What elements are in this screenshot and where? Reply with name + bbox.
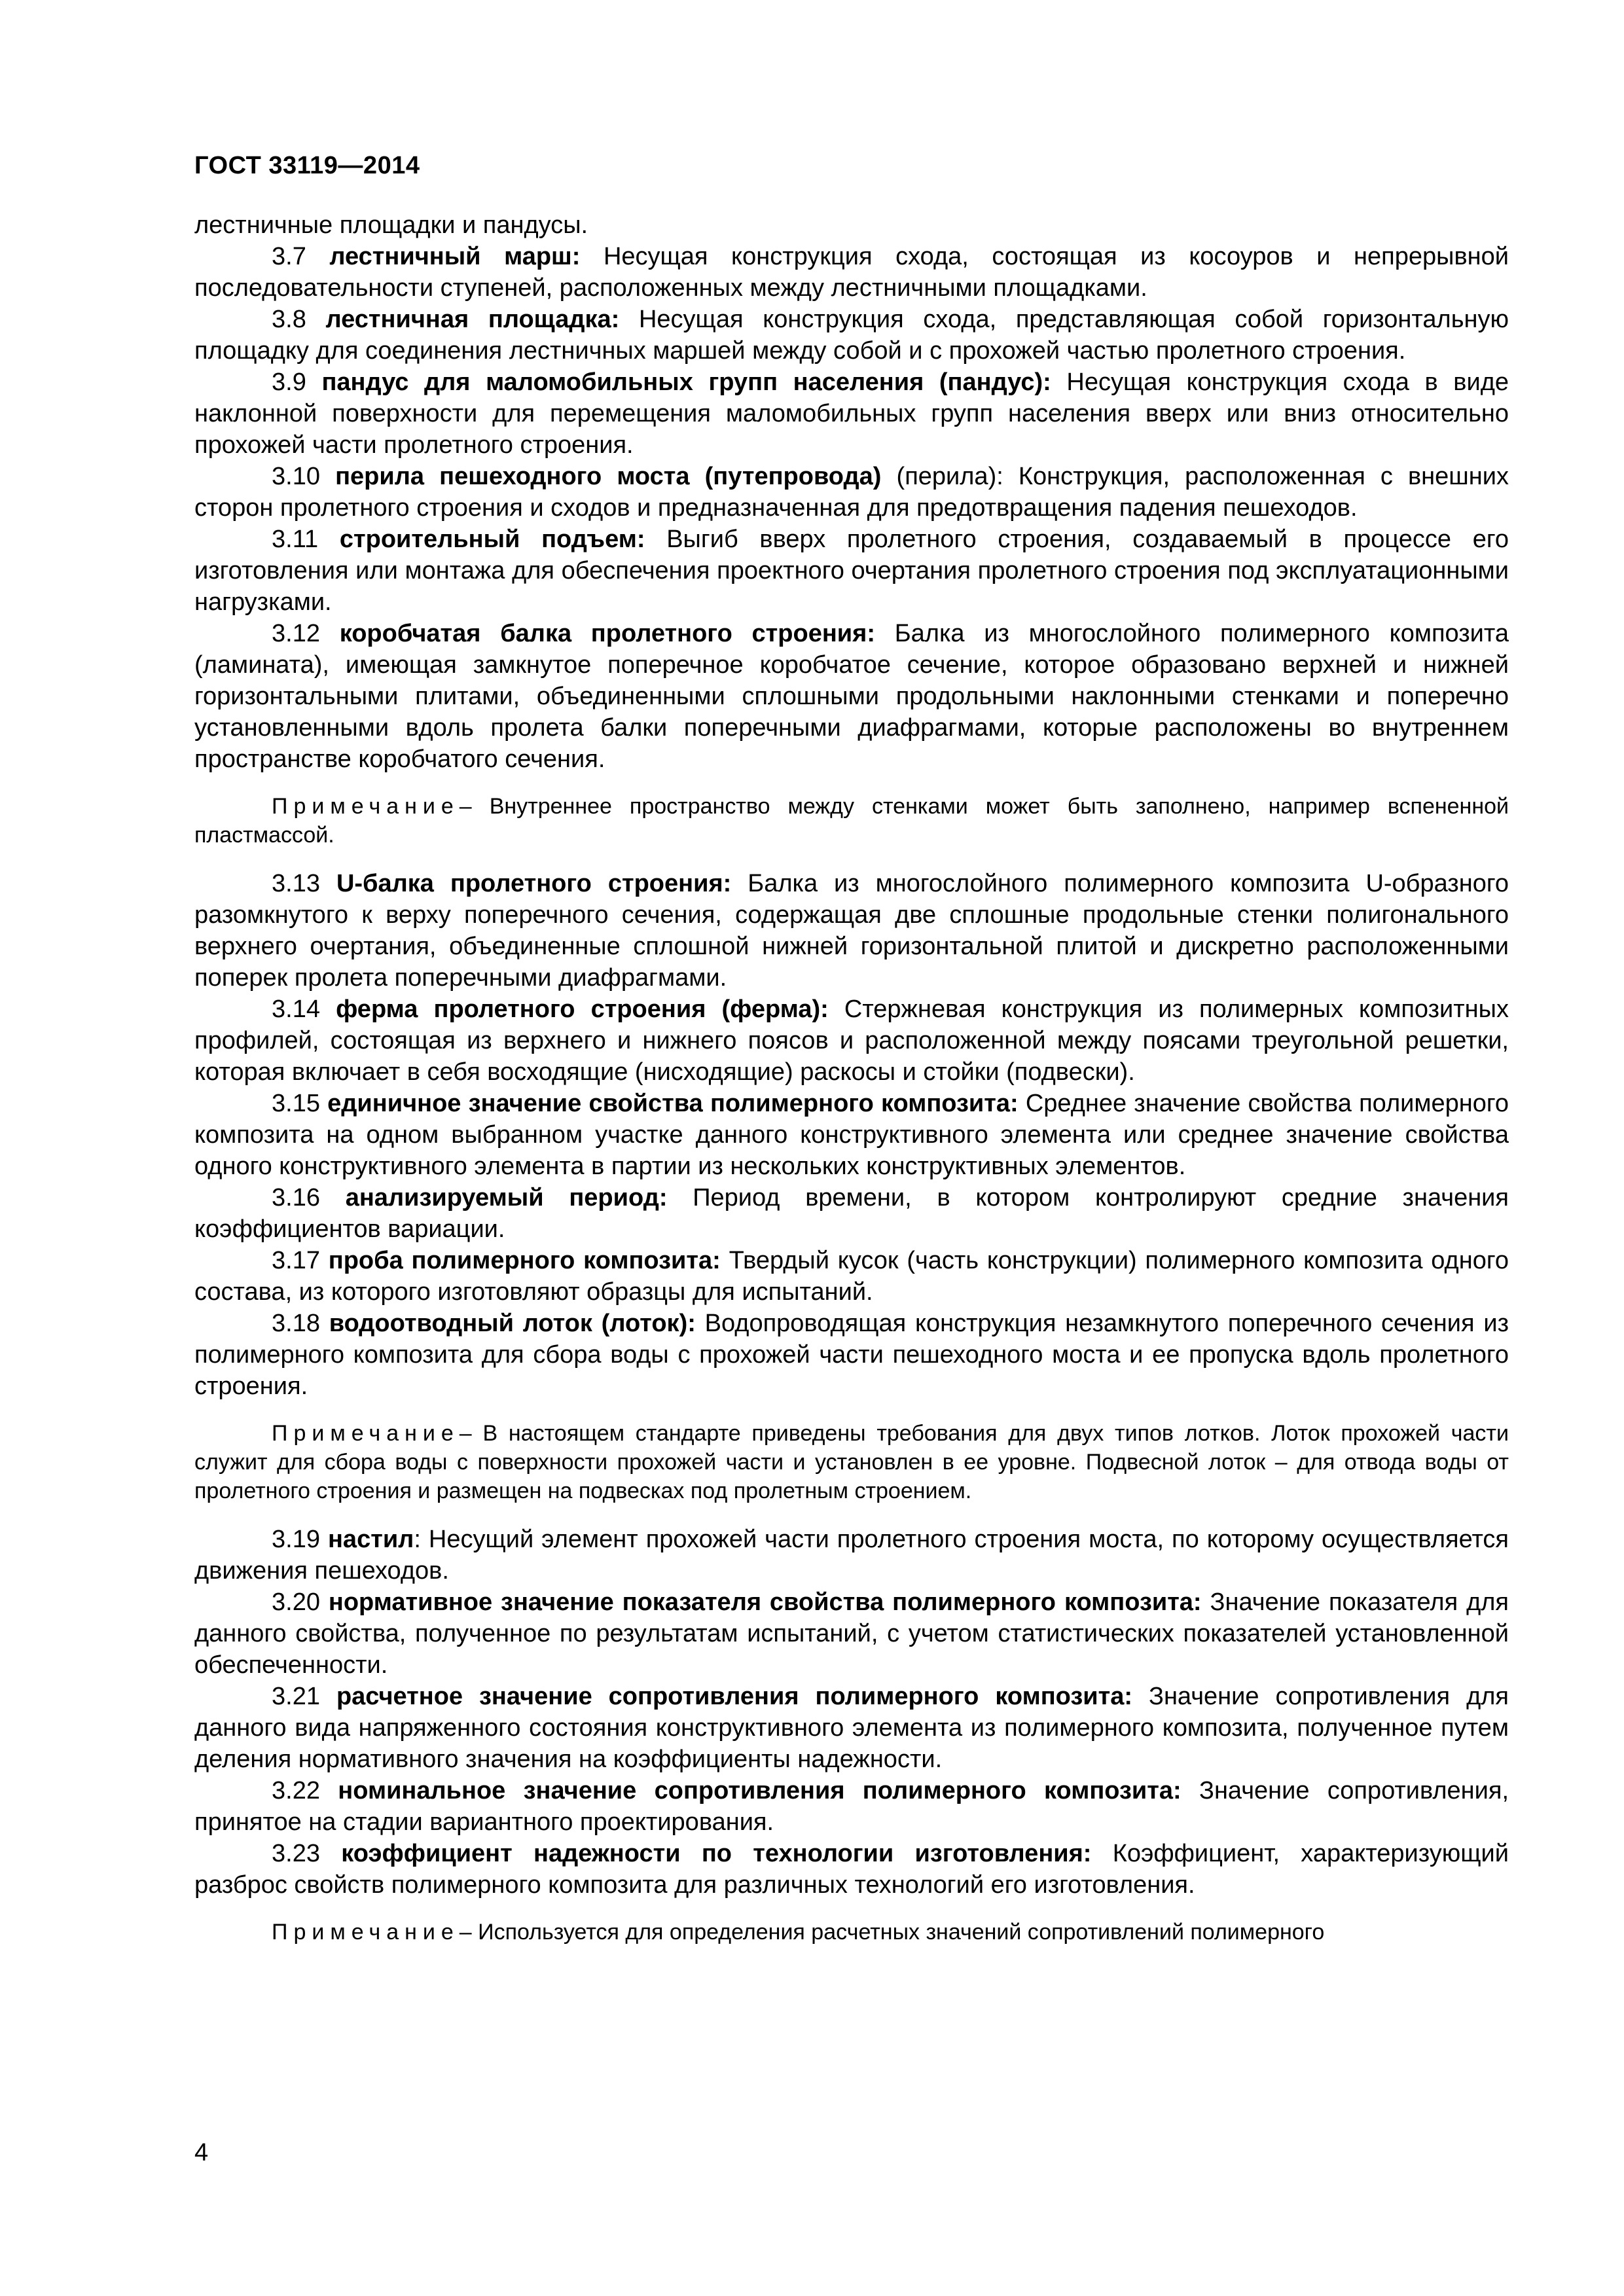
term-title: лестничная площадка: — [325, 306, 620, 333]
term-title: единичное значение свойства полимерного композита: — [327, 1090, 1019, 1117]
term-3-12 — [194, 618, 1509, 775]
document-header: ГОСТ 33119—2014 — [194, 152, 420, 179]
term-number: 3.13 — [272, 870, 320, 897]
term-title: лестничный марш: — [329, 243, 581, 270]
term-definition: : Несущий элемент прохожей части пролетного строения моста, по которому осуществляется движения пешеходов. — [194, 1526, 1509, 1585]
intro-fragment: лестничные площадки и пандусы. — [194, 211, 588, 239]
term-title: ферма пролетного строения (ферма): — [336, 996, 829, 1023]
term-title: строительный подъем: — [339, 526, 645, 553]
document-body — [194, 209, 1509, 1965]
term-number: 3.9 — [272, 368, 306, 396]
term-title: нормативное значение показателя свойства полимерного композита: — [328, 1588, 1202, 1616]
term-number: 3.23 — [272, 1840, 320, 1867]
term-definition: Период времени, в котором контролируют средние значения коэффициентов вариации. — [194, 1184, 1509, 1243]
note-text: – Используется для определения расчетных значений сопротивлений полимерного — [459, 1920, 1325, 1945]
term-definition: (перила): Конструкция, расположенная с внешних сторон пролетного строения и сходов и предназначенная для предотвращения падения пешеходов. — [194, 463, 1509, 522]
term-number: 3.19 — [272, 1526, 320, 1553]
term-title: расчетное значение сопротивления полимерного композита: — [336, 1683, 1133, 1710]
term-definition: Твердый кусок (часть конструкции) полимерного композита одного состава, из которого изготовляют образцы для испытаний. — [194, 1247, 1509, 1306]
term-number: 3.15 — [272, 1090, 320, 1117]
note-text: – Внутреннее пространство между стенками может быть заполнено, например вспененной пластмассой. — [194, 794, 1509, 848]
term-3-15 — [194, 1088, 1509, 1182]
term-definition: Выгиб вверх пролетного строения, создаваемый в процессе его изготовления или монтажа для обеспечения проектного очертания пролетного строения под эксплуатационными нагрузками. — [194, 526, 1509, 616]
term-3-14 — [194, 994, 1509, 1088]
term-number: 3.10 — [272, 463, 320, 490]
note-text: – В настоящем стандарте приведены требования для двух типов лотков. Лоток прохожей части служит для сбора воды с поверхности прохожей части и установлен в ее уровне. Подвесной лоток – для отвода воды от пролетного строения и размещен на подвесках под пролетным строением. — [194, 1421, 1509, 1503]
term-3-23 — [194, 1838, 1509, 1901]
term-title: водоотводный лоток (лоток): — [329, 1310, 696, 1337]
term-definition: Стержневая конструкция из полимерных композитных профилей, состоящая из верхнего и нижнего поясов и расположенной между поясами треугольной решетки, которая включает в себя восходящие (нисходящие) раскосы и стойки (подвески). — [194, 996, 1509, 1086]
term-title: номинальное значение сопротивления полимерного композита: — [338, 1777, 1182, 1804]
term-title: U-балка пролетного строения: — [336, 870, 732, 897]
term-number: 3.8 — [272, 306, 306, 333]
term-number: 3.7 — [272, 243, 306, 270]
term-3-18 — [194, 1308, 1509, 1402]
term-number: 3.11 — [272, 526, 319, 553]
term-definition: Водопроводящая конструкция незамкнутого поперечного сечения из полимерного композита для сбора воды с прохожей части пешеходного моста и ее пропуска вдоль пролетного строения. — [194, 1310, 1509, 1400]
term-3-10 — [194, 461, 1509, 524]
term-title: перила пешеходного моста (путепровода) — [335, 463, 882, 490]
term-title: анализируемый период: — [345, 1184, 668, 1211]
term-number: 3.12 — [272, 620, 320, 647]
term-title: коробчатая балка пролетного строения: — [339, 620, 875, 647]
page-number: 4 — [194, 2139, 209, 2166]
term-title: пандус для маломобильных групп населения (пандус): — [321, 368, 1051, 396]
term-3-8 — [194, 304, 1509, 367]
term-number: 3.17 — [272, 1247, 320, 1274]
term-title: коэффициент надежности по технологии изготовления: — [341, 1840, 1092, 1867]
note-label: Примечание — [272, 794, 460, 819]
note-3 — [194, 1918, 1509, 1946]
term-number: 3.18 — [272, 1310, 320, 1337]
term-number: 3.16 — [272, 1184, 320, 1211]
note-label: Примечание — [272, 1920, 460, 1945]
term-3-20 — [194, 1587, 1509, 1681]
term-definition: Несущая конструкция схода, представляющая собой горизонтальную площадку для соединения лестничных маршей между собой и с прохожей частью пролетного строения. — [194, 306, 1509, 365]
term-definition: Несущая конструкция схода в виде наклонной поверхности для перемещения маломобильных групп населения вверх или вниз относительно прохожей части пролетного строения. — [194, 368, 1509, 459]
note-1 — [194, 792, 1509, 850]
term-definition: Коэффициент, характеризующий разброс свойств полимерного композита для различных технологий его изготовления. — [194, 1840, 1509, 1899]
term-number: 3.20 — [272, 1588, 320, 1616]
term-3-11 — [194, 524, 1509, 618]
term-definition: Балка из многослойного полимерного композита (ламината), имеющая замкнутое поперечное коробчатое сечение, которое образовано верхней и нижней горизонтальными плитами, объединенными сплошными продольными наклонными стенками и поперечно установленными вдоль пролета балки поперечными диафрагмами, которые расположены во внутреннем пространстве коробчатого сечения. — [194, 620, 1509, 773]
note-2 — [194, 1419, 1509, 1505]
term-number: 3.14 — [272, 996, 320, 1023]
term-3-21 — [194, 1681, 1509, 1775]
term-title: настил — [327, 1526, 414, 1553]
term-definition: Значение сопротивления для данного вида напряженного состояния конструктивного элемента из полимерного композита, полученное путем деления нормативного значения на коэффициенты надежности. — [194, 1683, 1509, 1773]
term-definition: Среднее значение свойства полимерного композита на одном выбранном участке данного конструктивного элемента или среднее значение свойства одного конструктивного элемента в партии из нескольких конструктивных элементов. — [194, 1090, 1509, 1180]
term-title: проба полимерного композита: — [328, 1247, 721, 1274]
term-definition: Несущая конструкция схода, состоящая из косоуров и непрерывной последовательности ступеней, расположенных между лестничными площадками. — [194, 243, 1509, 302]
note-label: Примечание — [272, 1421, 460, 1446]
term-3-22 — [194, 1775, 1509, 1838]
term-definition: Значение показателя для данного свойства, полученное по результатам испытаний, с учетом статистических показателей установленной обеспеченности. — [194, 1588, 1509, 1679]
term-definition: Балка из многослойного полимерного композита U-образного разомкнутого к верху поперечного сечения, содержащая две сплошные продольные стенки полигонального верхнего очертания, объединенные сплошной нижней горизонтальной плитой и дискретно расположенными поперек пролета поперечными диафрагмами. — [194, 870, 1509, 992]
term-number: 3.21 — [272, 1683, 320, 1710]
term-definition: Значение сопротивления, принятое на стадии вариантного проектирования. — [194, 1777, 1509, 1836]
term-3-9 — [194, 367, 1509, 461]
term-3-19 — [194, 1524, 1509, 1587]
term-3-17 — [194, 1245, 1509, 1308]
term-3-16 — [194, 1182, 1509, 1245]
term-3-13 — [194, 868, 1509, 994]
term-number: 3.22 — [272, 1777, 320, 1804]
term-3-7 — [194, 241, 1509, 304]
